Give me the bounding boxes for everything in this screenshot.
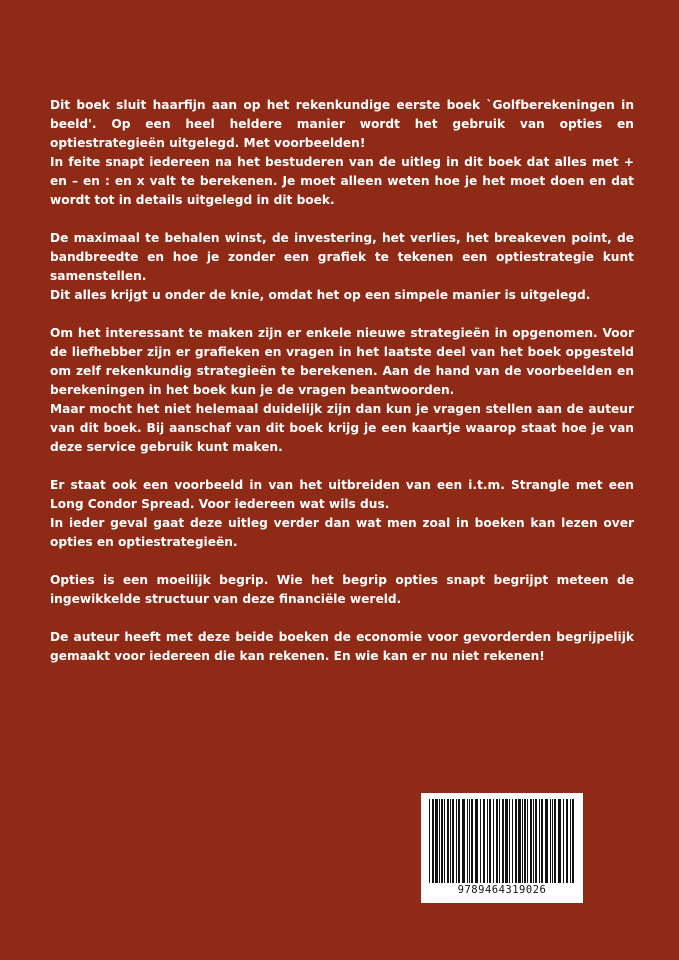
barcode-bar	[558, 799, 561, 883]
barcode-bar	[462, 799, 465, 883]
barcode-bar	[539, 799, 540, 883]
barcode-bar	[458, 799, 460, 883]
barcode-bar	[545, 799, 548, 883]
barcode-bar	[432, 799, 434, 883]
barcode-bar	[572, 799, 574, 883]
barcode-bar	[509, 799, 510, 883]
back-cover-text	[50, 96, 634, 685]
barcode-bar	[499, 799, 500, 883]
barcode-bar	[522, 799, 523, 883]
barcode-bar	[550, 799, 551, 883]
barcode-bar	[483, 799, 485, 883]
paragraph-strategies	[50, 324, 634, 457]
barcode-bar	[447, 799, 449, 883]
paragraph-author	[50, 628, 634, 666]
text-line: De maximaal te behalen winst, de investering, het verlies, het breakeven point, de bandbreedte en hoe je zonder een grafiek te tekenen een optiestrategie kunt samenstellen.	[50, 231, 634, 283]
barcode-bar	[452, 799, 454, 883]
text-line: Opties is een moeilijk begrip. Wie het begrip opties snapt begrijpt meteen de ingewikkelde structuur van deze financiële wereld.	[50, 573, 634, 606]
paragraph-example	[50, 476, 634, 552]
paragraph-options	[50, 571, 634, 609]
text-line: Om het interessant te maken zijn er enkele nieuwe strategieën in opgenomen. Voor de liefhebber zijn er grafieken en vragen in het laatste deel van het boek opgesteld om zelf rekenkundig strategieën te berekenen. Aan de hand van de voorbeelden en berekeningen in het boek kun je de vragen beantwoorden.	[50, 326, 634, 397]
barcode-bar	[493, 799, 494, 883]
barcode-bars	[427, 799, 577, 883]
barcode-bar	[563, 799, 564, 883]
barcode-bar	[456, 799, 457, 883]
barcode-bar	[489, 799, 491, 883]
barcode-bar	[480, 799, 481, 883]
paragraph-intro	[50, 96, 634, 210]
barcode-bar	[524, 799, 526, 883]
text-line: In ieder geval gaat deze uitleg verder dan wat men zoal in boeken kan lezen over opties en optiestrategieën.	[50, 516, 634, 549]
barcode-bar	[435, 799, 438, 883]
barcode-bar	[535, 799, 537, 883]
text-line: Maar mocht het niet helemaal duidelijk zijn dan kun je vragen stellen aan de auteur van dit boek. Bij aanschaf van dit boek krijg je een kaartje waarop staat hoe je van deze service gebruik kunt maken.	[50, 402, 634, 454]
barcode-bar	[450, 799, 451, 883]
barcode-bar	[475, 799, 478, 883]
barcode-bar	[471, 799, 473, 883]
barcode-bar	[527, 799, 528, 883]
text-line: Er staat ook een voorbeeld in van het uitbreiden van een i.t.m. Strangle met een Long Condor Spread. Voor iedereen wat wils dus.	[50, 478, 634, 511]
barcode-bar	[533, 799, 534, 883]
barcode-bar	[541, 799, 543, 883]
barcode-bar	[566, 799, 568, 883]
barcode-bar	[444, 799, 445, 883]
barcode-bar	[467, 799, 468, 883]
barcode-bar	[570, 799, 571, 883]
barcode-bar	[505, 799, 508, 883]
barcode-bar	[554, 799, 556, 883]
paragraph-topics	[50, 229, 634, 305]
barcode-bar	[429, 799, 430, 883]
text-line: Dit alles krijgt u onder de knie, omdat het op een simpele manier is uitgelegd.	[50, 288, 591, 302]
barcode-bar	[469, 799, 470, 883]
barcode-bar	[530, 799, 532, 883]
text-line: De auteur heeft met deze beide boeken de economie voor gevorderden begrijpelijk gemaakt voor iedereen die kan rekenen. En wie kan er nu niet rekenen!	[50, 630, 634, 663]
barcode-bar	[441, 799, 443, 883]
barcode-bar	[502, 799, 504, 883]
text-line: Dit boek sluit haarfijn aan op het rekenkundige eerste boek `Golfberekeningen in beeld'. Op een heel heldere manier wordt het gebruik van opties en optiestrategieën uitgelegd. Met voorbeelden!	[50, 98, 634, 150]
barcode-bar	[515, 799, 517, 883]
barcode-bar	[552, 799, 553, 883]
barcode-bar	[439, 799, 440, 883]
text-line: In feite snapt iedereen na het bestuderen van de uitleg in dit boek dat alles met + en – en : en x valt te berekenen. Je moet alleen weten hoe je het moet doen en dat wordt tot in details uitgelegd in dit boek.	[50, 155, 634, 207]
barcode-bar	[487, 799, 488, 883]
isbn-barcode	[421, 793, 583, 903]
barcode-bar	[512, 799, 513, 883]
barcode-bar	[518, 799, 521, 883]
isbn-number: 9789464319026	[457, 884, 547, 896]
barcode-bar	[496, 799, 498, 883]
